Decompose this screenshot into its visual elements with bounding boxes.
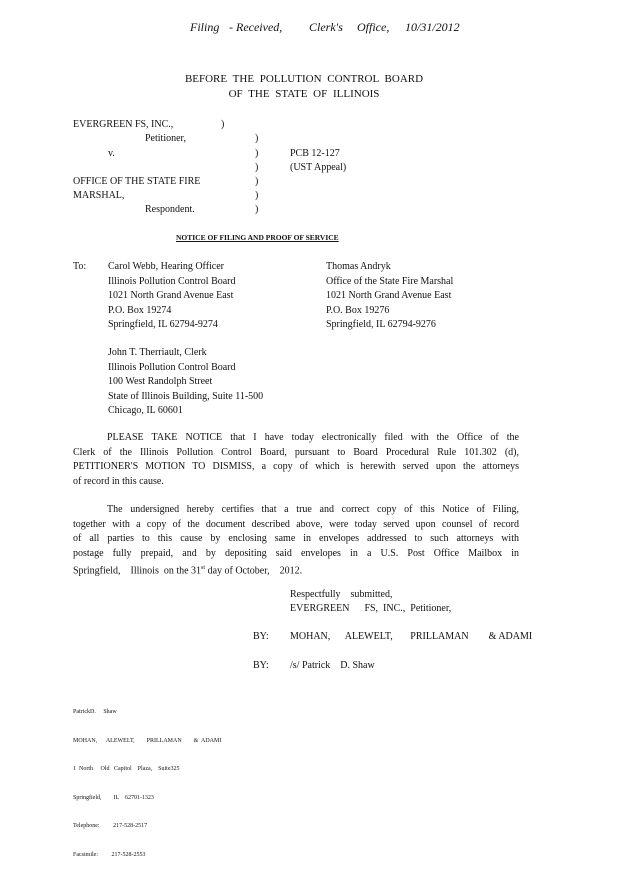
notice-heading: NOTICE OF FILING AND PROOF OF SERVICE bbox=[176, 233, 339, 242]
address-line: Carol Webb, Hearing Officer bbox=[108, 261, 225, 272]
case-number: PCB 12-127 bbox=[290, 148, 340, 159]
paragraph-line: The undersigned hereby certifies that a true and correct copy of this Notice of Filing, bbox=[107, 504, 519, 515]
addressee-andryk bbox=[326, 260, 453, 333]
contact-line: Springfield, IL 62701-1323 bbox=[73, 794, 154, 801]
case-type: (UST Appeal) bbox=[290, 162, 347, 173]
caption-paren: ) bbox=[255, 176, 259, 187]
header-date: 10/31/2012 bbox=[405, 20, 460, 34]
address-line: Thomas Andryk bbox=[326, 261, 391, 272]
caption-paren: ) bbox=[255, 148, 259, 159]
address-line: Chicago, IL 60601 bbox=[108, 405, 183, 416]
law-firm: MOHAN, ALEWELT, PRILLAMAN & ADAMI bbox=[290, 631, 533, 642]
address-line: Office of the State Fire Marshal bbox=[326, 275, 454, 287]
caption-paren: ) bbox=[255, 190, 259, 201]
address-line: John T. Therriault, Clerk bbox=[108, 347, 207, 358]
signing-party: EVERGREEN FS, INC., Petitioner, bbox=[290, 603, 452, 614]
by-label: BY: bbox=[253, 660, 269, 671]
header-clerks: Clerk's bbox=[309, 20, 343, 34]
addressee-webb bbox=[108, 260, 236, 333]
board-title-line2: OF THE STATE OF ILLINOIS bbox=[228, 88, 380, 100]
petitioner-role: Petitioner, bbox=[145, 133, 186, 144]
certification-paragraph bbox=[73, 503, 519, 579]
paragraph-line: of all parties to this cause by enclosing same in envelopes addressed to such attorneys with bbox=[73, 533, 519, 544]
ordinal-suffix: st bbox=[201, 565, 206, 571]
board-title-line1: BEFORE THE POLLUTION CONTROL BOARD bbox=[184, 73, 424, 85]
address-line: Springfield, IL 62794-9274 bbox=[108, 319, 218, 330]
respectfully-submitted: Respectfully submitted, bbox=[290, 589, 393, 600]
versus: v. bbox=[108, 148, 115, 159]
paragraph-line: together with a copy of the document described above, were today served upon counsel of record bbox=[73, 518, 519, 530]
addressee-therriault bbox=[108, 346, 263, 419]
paragraph-line: of record in this cause. bbox=[73, 475, 164, 487]
header-received: - Received, bbox=[229, 20, 283, 34]
address-line: 1021 North Grand Avenue East bbox=[326, 290, 452, 301]
address-line: 1021 North Grand Avenue East bbox=[108, 290, 234, 301]
electronic-signature: /s/ Patrick D. Shaw bbox=[290, 660, 375, 671]
contact-line: MOHAN, ALEWELT, PRILLAMAN & ADAMI bbox=[73, 737, 222, 744]
contact-line: Facsimile: 217-528-2553 bbox=[73, 851, 146, 858]
paragraph-line: postage fully prepaid, and by depositing said envelopes in a U.S. Post Office Mailbox in bbox=[73, 547, 519, 559]
address-line: Illinois Pollution Control Board bbox=[108, 361, 236, 373]
paragraph-line: PLEASE TAKE NOTICE that I have today electronically filed with the Office of the bbox=[107, 432, 519, 443]
caption-paren: ) bbox=[255, 133, 259, 144]
caption-paren: ) bbox=[255, 162, 259, 173]
address-line: P.O. Box 19276 bbox=[326, 304, 390, 316]
paragraph-line: Clerk of the Illinois Pollution Control Board, pursuant to Board Procedural Rule 101.302 (d), bbox=[73, 446, 519, 458]
contact-line: 1 North Old Capitol Plaza, Suite325 bbox=[73, 766, 180, 772]
paragraph-line: PETITIONER'S MOTION TO DISMISS, a copy of which is herewith served upon the attorneys bbox=[73, 461, 519, 472]
by-label: BY: bbox=[253, 631, 269, 642]
notice-paragraph bbox=[73, 431, 519, 489]
date-text-after: day of October, 2012. bbox=[205, 565, 303, 577]
respondent-name-2: MARSHAL, bbox=[73, 190, 125, 201]
address-line: 100 West Randolph Street bbox=[108, 376, 213, 387]
address-line: Springfield, IL 62794-9276 bbox=[326, 319, 436, 330]
petitioner-name: EVERGREEN FS, INC., bbox=[73, 119, 174, 130]
header-office: Office, bbox=[357, 20, 390, 34]
caption-paren: ) bbox=[221, 119, 225, 130]
to-label: To: bbox=[73, 261, 87, 272]
address-line: State of Illinois Building, Suite 11-500 bbox=[108, 390, 264, 402]
respondent-role: Respondent. bbox=[145, 204, 195, 215]
header-filing: Filing bbox=[190, 20, 220, 34]
caption-paren: ) bbox=[255, 204, 259, 215]
paragraph-line bbox=[73, 561, 519, 579]
contact-line: Telephone: 217-528-2517 bbox=[73, 823, 148, 829]
address-line: P.O. Box 19274 bbox=[108, 304, 172, 316]
respondent-name-1: OFFICE OF THE STATE FIRE bbox=[73, 176, 201, 187]
address-line: Illinois Pollution Control Board bbox=[108, 275, 236, 287]
contact-line: PatrickD. Shaw bbox=[73, 709, 117, 715]
date-text-before: Springfield, Illinois on the 31 bbox=[73, 565, 202, 577]
attorney-contact-block bbox=[73, 689, 221, 870]
